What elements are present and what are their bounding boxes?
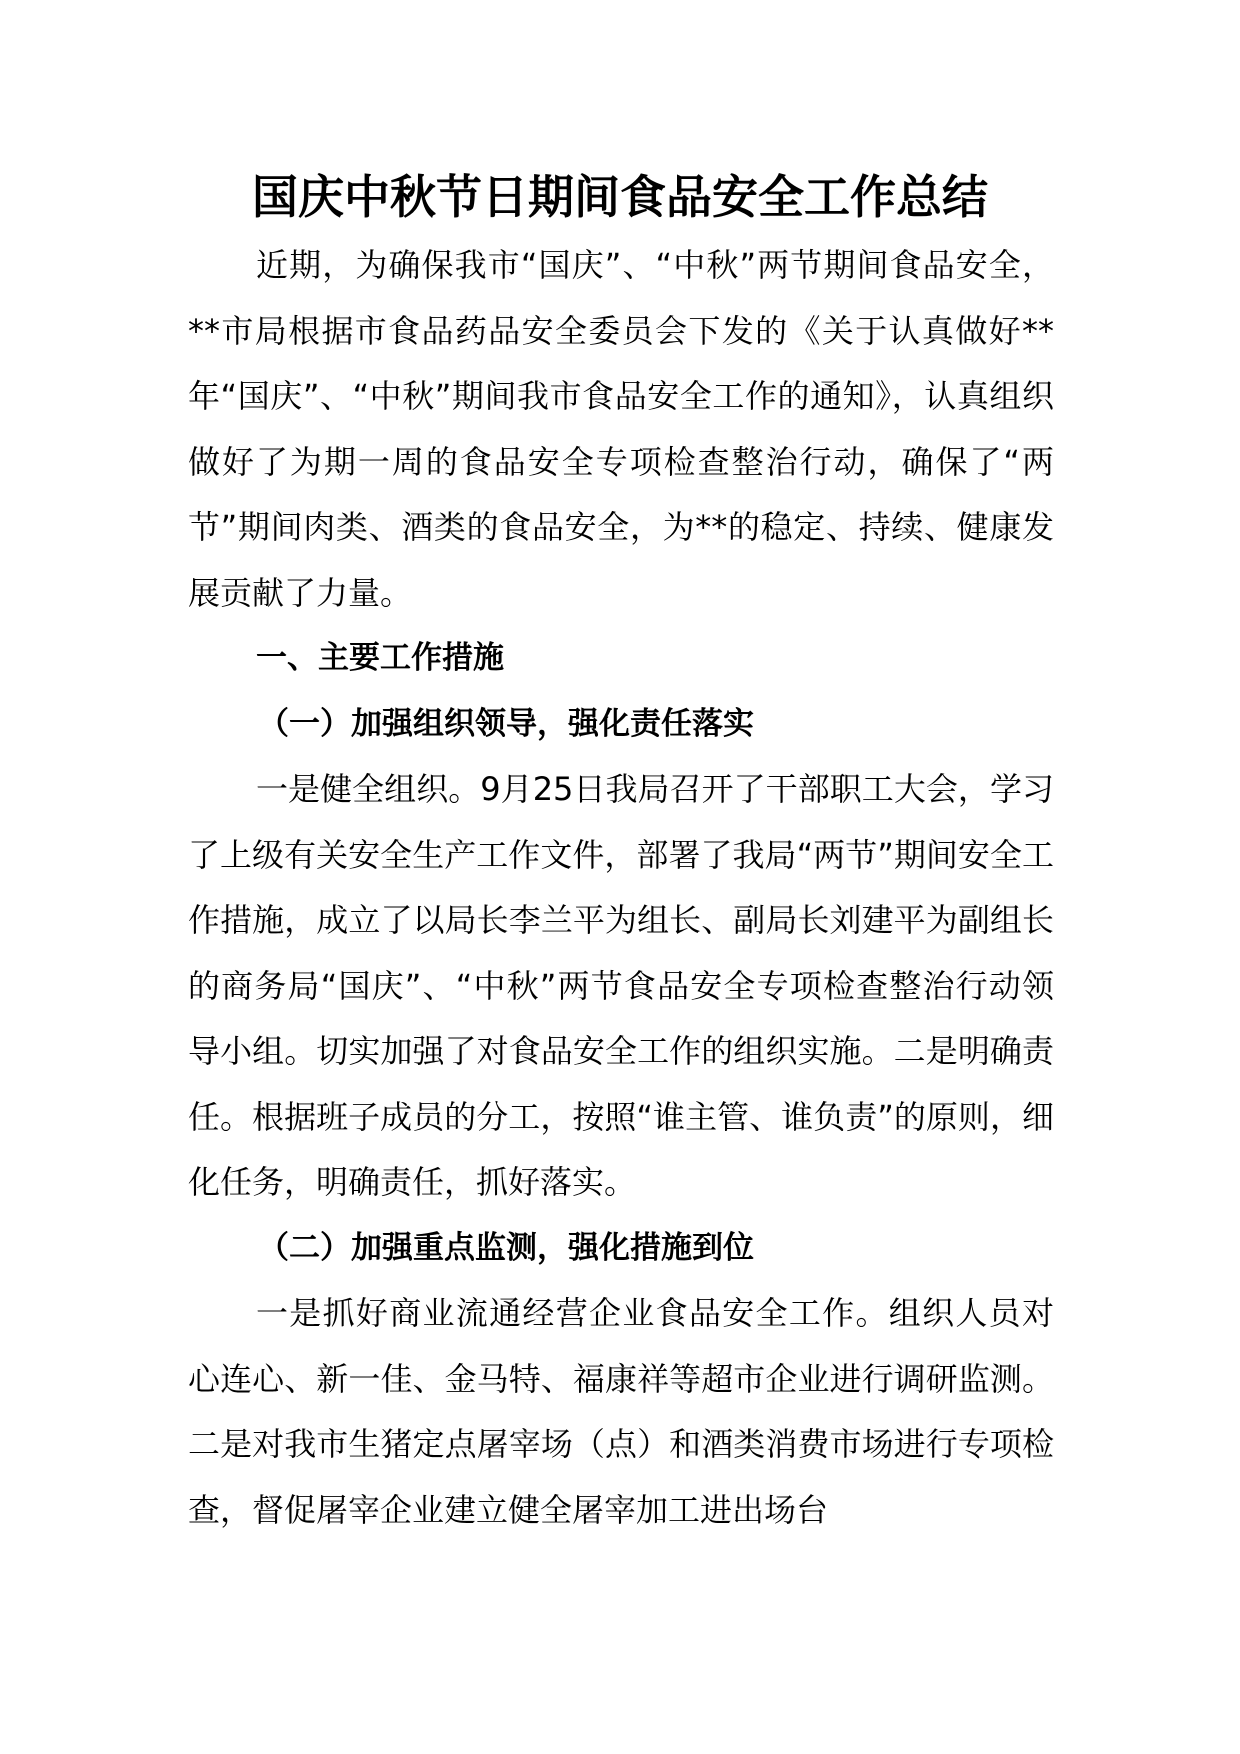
intro-paragraph: 近期，为确保我市“国庆”、“中秋”两节期间食品安全，**市局根据市食品药品安全委员会下发的《关于认真做好**年“国庆”、“中秋”期间我市食品安全工作的通知》，认真组织做好了为期一周的食品安全专项检查整治行动，确保了“两节”期间肉类、酒类的食品安全，为**的稳定、持续、健康发展贡献了力量。 <box>188 246 1054 612</box>
section-heading: 一、主要工作措施 <box>256 640 504 676</box>
subsection-heading: （一）加强组织领导，强化责任落实 <box>258 705 754 742</box>
document-title: 国庆中秋节日期间食品安全工作总结 <box>252 170 988 224</box>
subsection-heading: （二）加强重点监测，强化措施到位 <box>258 1229 754 1266</box>
document-body <box>188 233 1054 1543</box>
subsection-paragraph: 一是抓好商业流通经营企业食品安全工作。组织人员对心连心、新一佳、金马特、福康祥等超市企业进行调研监测。二是对我市生猪定点屠宰场（点）和酒类消费市场进行专项检查，督促屠宰企业建立健全屠宰加工进出场台 <box>188 1294 1054 1529</box>
subsection-paragraph: 一是健全组织。9月25日我局召开了干部职工大会，学习了上级有关安全生产工作文件，部署了我局“两节”期间安全工作措施，成立了以局长李兰平为组长、副局长刘建平为副组长的商务局“国庆”、“中秋”两节食品安全专项检查整治行动领导小组。切实加强了对食品安全工作的组织实施。二是明确责任。根据班子成员的分工，按照“谁主管、谁负责”的原则，细化任务，明确责任，抓好落实。 <box>188 770 1054 1201</box>
